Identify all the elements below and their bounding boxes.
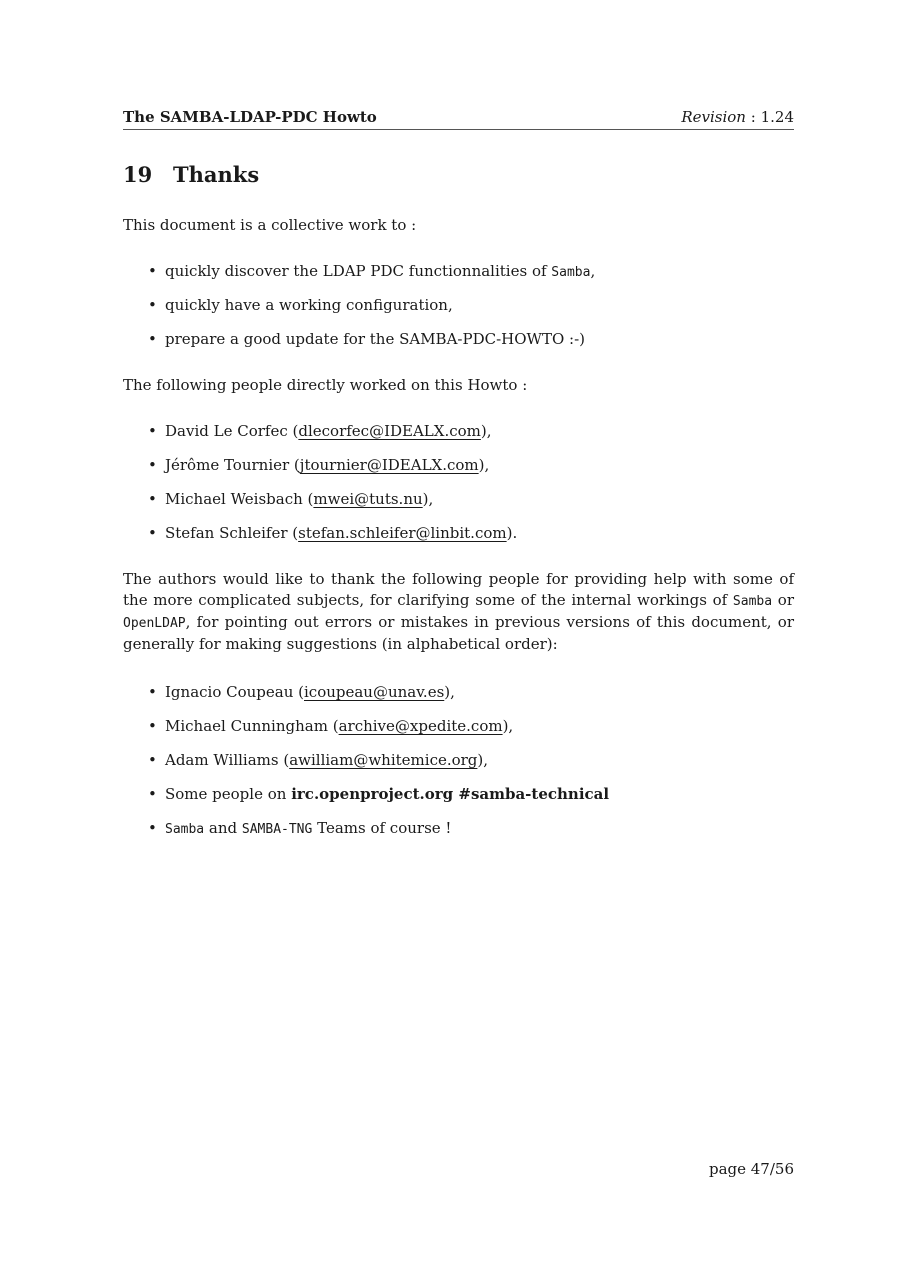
helpers-list <box>148 682 788 852</box>
revision-label: Revision <box>681 108 746 126</box>
bullet-icon: • <box>148 456 157 474</box>
bullet-icon: • <box>148 296 157 314</box>
intro-paragraph: This document is a collective work to : <box>123 216 417 234</box>
bullet-icon: • <box>148 683 157 701</box>
list-item: • quickly have a working configuration, <box>148 296 453 314</box>
list-item: • Samba and SAMBA-TNG Teams of course ! <box>148 819 452 837</box>
revision <box>681 108 794 126</box>
email-link[interactable]: mwei@tuts.nu <box>313 490 423 508</box>
email-link[interactable]: awilliam@whitemice.org <box>289 751 478 769</box>
page-header <box>123 108 794 130</box>
list-item: • David Le Corfec (dlecorfec@IDEALX.com), <box>148 422 492 440</box>
bullet-icon: • <box>148 819 157 837</box>
list-item: • quickly discover the LDAP PDC functionnalities of Samba, <box>148 262 596 280</box>
list-item: • Jérôme Tournier (jtournier@IDEALX.com), <box>148 456 490 474</box>
section-number: 19 <box>123 162 153 187</box>
list-item: • Michael Cunningham (archive@xpedite.com), <box>148 717 514 735</box>
list-item: • Michael Weisbach (mwei@tuts.nu), <box>148 490 434 508</box>
code-text: Samba <box>551 265 591 280</box>
email-link[interactable]: jtournier@IDEALX.com <box>299 456 479 474</box>
section-title: Thanks <box>173 162 260 187</box>
list-item: • Stefan Schleifer (stefan.schleifer@linbit.com). <box>148 524 518 542</box>
bullet-icon: • <box>148 717 157 735</box>
code-text: Samba <box>165 822 205 837</box>
code-text: SAMBA-TNG <box>241 822 313 837</box>
bullet-icon: • <box>148 524 157 542</box>
bullet-icon: • <box>148 490 157 508</box>
bullet-icon: • <box>148 751 157 769</box>
bullet-icon: • <box>148 262 157 280</box>
goals-list <box>148 261 788 363</box>
workers-list <box>148 421 788 557</box>
irc-channel: irc.openproject.org #samba-technical <box>291 785 610 803</box>
section-heading <box>123 162 259 187</box>
email-link[interactable]: archive@xpedite.com <box>338 717 503 735</box>
code-text: OpenLDAP <box>123 616 186 631</box>
revision-value: : 1.24 <box>750 108 794 126</box>
list-item: • prepare a good update for the SAMBA-PDC-HOWTO :-) <box>148 330 585 348</box>
email-link[interactable]: stefan.schleifer@linbit.com <box>298 524 507 542</box>
code-text: Samba <box>732 594 773 609</box>
document-title: The SAMBA-LDAP-PDC Howto <box>123 108 377 126</box>
list-item: • Some people on irc.openproject.org #samba-technical <box>148 785 610 803</box>
workers-intro: The following people directly worked on this Howto : <box>123 376 528 394</box>
list-item: • Ignacio Coupeau (icoupeau@unav.es), <box>148 683 455 701</box>
page-number: page 47/56 <box>708 1160 794 1178</box>
email-link[interactable]: dlecorfec@IDEALX.com <box>298 422 481 440</box>
list-item: • Adam Williams (awilliam@whitemice.org), <box>148 751 489 769</box>
bullet-icon: • <box>148 422 157 440</box>
email-link[interactable]: icoupeau@unav.es <box>304 683 445 701</box>
thanks-paragraph: The authors would like to thank the following people for providing help with some of the more complicated subjects, for clarifying some of the internal workings of Samba or OpenLDAP, for pointing out errors or mistakes in previous versions of this document, or generally for making suggestions (in alphabetical order): <box>123 570 794 653</box>
bullet-icon: • <box>148 330 157 348</box>
bullet-icon: • <box>148 785 157 803</box>
